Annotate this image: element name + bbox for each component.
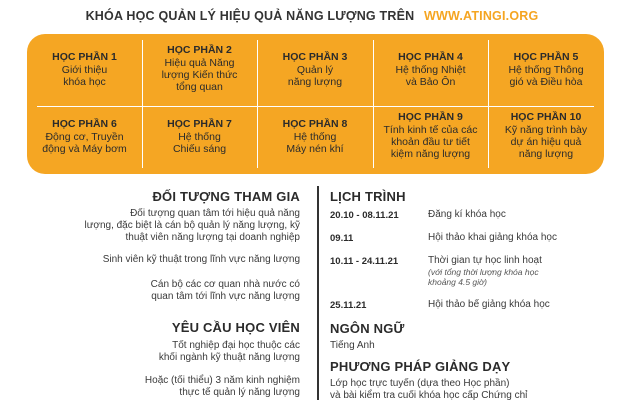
requirements-heading: YÊU CẦU HỌC VIÊN [171,320,300,335]
module-8[interactable] [257,118,373,155]
audience-item-1: Đối tượng quan tâm tới hiệu quả năng lượng, đặc biệt là cán bộ quản lý năng lượng, kỹ thuật viên năng lượng tại doanh nghiệp [84,208,300,243]
method-text: Lớp học trực tuyến (dựa theo Học phần) và bài kiểm tra cuối khóa học cấp Chứng chỉ [330,378,528,401]
schedule-date: 25.11.21 [330,300,367,311]
module-line: tổng quan [176,81,223,93]
module-head: HỌC PHẦN 8 [282,118,348,130]
language-value: Tiếng Anh [330,340,375,351]
schedule-event: Hội thảo khai giảng khóa học [428,232,557,243]
module-line: khoản đầu tư tiết [391,136,470,148]
module-line: Hiệu quả Năng [164,57,235,69]
module-7[interactable] [142,118,257,155]
module-6[interactable] [27,118,142,155]
title-text: KHÓA HỌC QUẢN LÝ HIỆU QUẢ NĂNG LƯỢNG TRÊN [85,9,415,23]
module-10[interactable] [488,111,604,160]
module-line: năng lượng [518,148,574,160]
schedule-event: Hội thảo bế giảng khóa học [428,299,550,310]
schedule-event: Đăng kí khóa học [428,209,506,220]
module-line: Kỹ năng trình bày [504,124,588,136]
audience-heading: ĐỐI TƯỢNG THAM GIA [152,189,300,204]
schedule-date: 20.10 - 08.11.21 [330,210,399,221]
module-1[interactable] [27,51,142,88]
method-heading: PHƯƠNG PHÁP GIẢNG DẠY [330,359,511,374]
module-head: HỌC PHẦN 3 [282,51,348,63]
column-divider [317,186,319,400]
module-line: gió và Điều hòa [509,76,583,88]
grid-divider [37,106,594,107]
module-4[interactable] [373,51,488,88]
module-line: động và Máy bơm [42,143,127,155]
module-line: Động cơ, Truyền [45,131,124,143]
modules-grid [27,34,604,174]
module-line: Quản lý [296,64,334,76]
audience-item-2: Sinh viên kỹ thuật trong lĩnh vực năng lượng [102,254,300,265]
module-head: HỌC PHẦN 1 [52,51,117,63]
requirement-item-1: Tốt nghiệp đại học thuộc các khối ngành kỹ thuật năng lượng [158,340,300,363]
module-head: HỌC PHẦN 4 [398,51,463,63]
module-line: Hệ thống [178,131,221,143]
module-line: Hệ thống Thông [508,64,584,76]
module-line: năng lượng [287,76,343,88]
audience-item-3: Cán bộ các cơ quan nhà nước có quan tâm tới lĩnh vực năng lượng [150,279,300,302]
module-9[interactable] [373,111,488,160]
module-3[interactable] [257,51,373,88]
module-head: HỌC PHẦN 7 [167,118,232,130]
module-2[interactable] [142,44,257,93]
schedule-note: khoảng 4.5 giờ) [428,277,488,287]
requirement-item-2: Hoặc (tối thiểu) 3 năm kinh nghiệm thực tế quản lý năng lượng [144,375,300,398]
module-line: kiệm năng lượng [390,148,471,160]
module-line: Chiếu sáng [172,143,227,155]
module-line: khóa học [63,76,106,88]
module-head: HỌC PHẦN 10 [510,111,582,123]
module-head: HỌC PHẦN 2 [167,44,232,56]
schedule-heading: LỊCH TRÌNH [330,189,406,204]
site-link[interactable]: WWW.ATINGI.ORG [424,9,539,23]
schedule-event-flex: Thời gian tự học linh hoạt (với tổng thời lượng khóa học khoảng 4.5 giờ) [428,255,542,287]
module-line: Tính kinh tế của các [383,124,478,136]
module-head: HỌC PHẦN 9 [398,111,463,123]
language-heading: NGÔN NGỮ [330,321,405,336]
module-5[interactable] [488,51,604,88]
module-line: Hệ thống Nhiệt [395,64,466,76]
module-line: Giới thiệu [61,64,108,76]
module-head: HỌC PHẦN 5 [513,51,579,63]
schedule-date: 10.11 - 24.11.21 [330,256,399,267]
module-line: và Bảo Ôn [405,76,456,88]
schedule-date: 09.11 [330,233,354,244]
page-title [0,9,624,23]
module-line: dự án hiệu quả [510,136,582,148]
module-line: lượng Kiến thức [161,69,238,81]
schedule-note: (với tổng thời lượng khóa học [428,267,539,277]
module-head: HỌC PHẦN 6 [52,118,117,130]
module-line: Máy nén khí [286,143,344,155]
module-line: Hệ thống [293,131,337,143]
